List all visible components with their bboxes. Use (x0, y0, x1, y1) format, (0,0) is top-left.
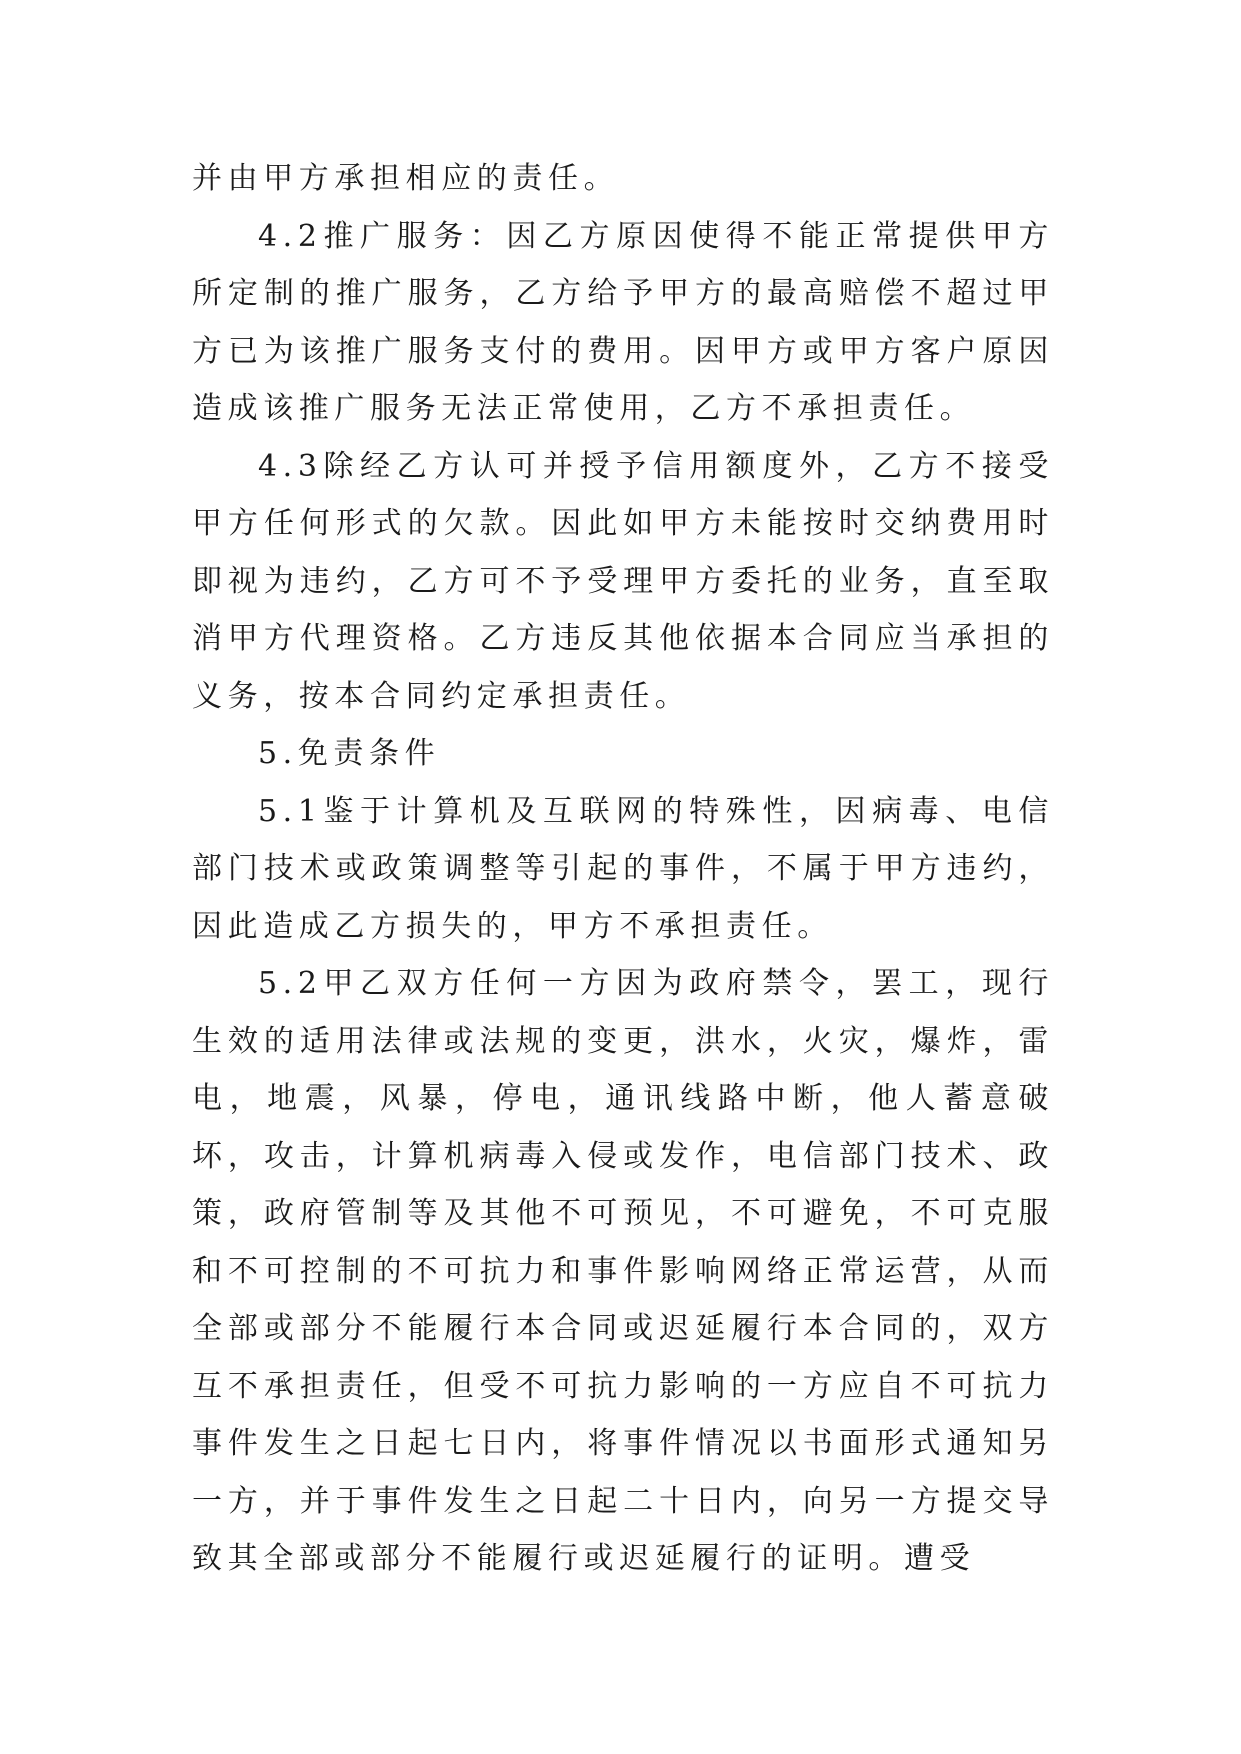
paragraph-clause-5-1: 5.1鉴于计算机及互联网的特殊性，因病毒、电信部门技术或政策调整等引起的事件，不属于甲方违约，因此造成乙方损失的，甲方不承担责任。 (192, 793, 1054, 944)
section-heading-exemption: 5.免责条件 (258, 736, 441, 771)
paragraph-continuation: 并由甲方承担相应的责任。 (192, 161, 620, 196)
paragraph-clause-4-2: 4.2推广服务：因乙方原因使得不能正常提供甲方所定制的推广服务，乙方给予甲方的最高赔偿不超过甲方已为该推广服务支付的费用。因甲方或甲方客户原因造成该推广服务无法正常使用，乙方不承担责任。 (192, 218, 1054, 426)
contract-body (192, 150, 1054, 1588)
paragraph-clause-4-3: 4.3除经乙方认可并授予信用额度外，乙方不接受甲方任何形式的欠款。因此如甲方未能按时交纳费用时即视为违约，乙方可不予受理甲方委托的业务，直至取消甲方代理资格。乙方违反其他依据本合同应当承担的义务，按本合同约定承担责任。 (192, 448, 1054, 714)
paragraph-clause-5-2: 5.2甲乙双方任何一方因为政府禁令，罢工，现行生效的适用法律或法规的变更，洪水，火灾，爆炸，雷电，地震，风暴，停电，通讯线路中断，他人蓄意破坏，攻击，计算机病毒入侵或发作，电信部门技术、政策，政府管制等及其他不可预见，不可避免，不可克服和不可控制的不可抗力和事件影响网络正常运营，从而全部或部分不能履行本合同或迟延履行本合同的，双方互不承担责任，但受不可抗力影响的一方应自不可抗力事件发生之日起七日内，将事件情况以书面形式通知另一方，并于事件发生之日起二十日内，向另一方提交导致其全部或部分不能履行或迟延履行的证明。遭受 (192, 966, 1054, 1576)
